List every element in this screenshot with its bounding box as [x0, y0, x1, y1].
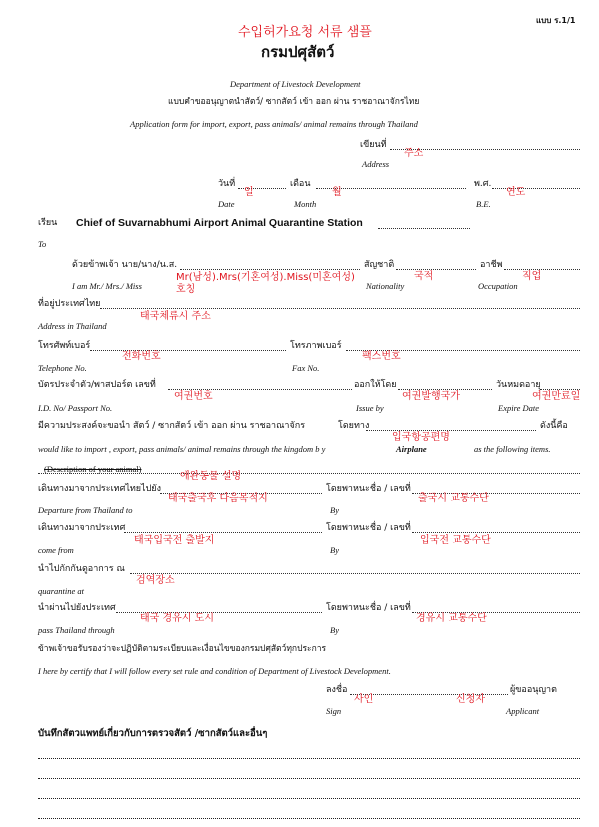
passport-note: 여권번호	[174, 391, 213, 402]
date-label: วันที่	[218, 179, 236, 189]
thai-address-label: ที่อยู่ประเทศไทย	[38, 299, 101, 309]
desc-label: (Description of your animal)	[44, 464, 142, 474]
issued-by-en: Issue by	[356, 403, 384, 413]
pass-en: pass Thailand through	[38, 625, 115, 635]
applicant-sign-label: ผู้ขออนุญาต	[510, 685, 557, 695]
address-note: 주소	[404, 148, 424, 159]
sign-label: ลงชื่อ	[326, 685, 348, 695]
app-form-th: แบบคำขออนุญาตนำสัตว์/ ซากสัตว์ เข้า ออก ผ่าน ราชอาณาจักรไทย	[168, 97, 420, 107]
applicant-en: I am Mr./ Mrs./ Miss	[72, 281, 142, 291]
depart-en: Departure from Thailand to	[38, 505, 133, 515]
issuer-note: 여권발행국가	[402, 391, 460, 402]
to-value: Chief of Suvarnabhumi Airport Animal Quarantine Station	[76, 217, 363, 229]
passport-label: บัตรประจำตัว/พาสปอร์ต เลขที่	[38, 380, 156, 390]
purpose-en-2: as the following items.	[474, 444, 551, 454]
nationality-label: สัญชาติ	[364, 260, 395, 270]
issued-by-label: ออกให้โดย	[354, 380, 397, 390]
depart-vehicle-label: โดยพาหนะชื่อ / เลขที่	[326, 484, 411, 494]
desc-note: 애완동물 설명	[180, 471, 242, 482]
date-note: 일	[244, 187, 254, 198]
dept-en: Department of Livestock Development	[230, 79, 361, 89]
expire-note: 여권만료일	[532, 391, 581, 402]
address-en: Address	[362, 159, 390, 169]
depart-note: 태국출국후 다음목적지	[168, 493, 268, 504]
nationality-note: 국적	[414, 271, 434, 282]
vet-record-line-2[interactable]	[38, 778, 580, 779]
by-way-label: โดยทาง	[338, 421, 370, 431]
applicant-name-field[interactable]	[180, 269, 360, 270]
vet-record-line-4[interactable]	[38, 818, 580, 819]
thai-address-field[interactable]	[100, 308, 580, 309]
nationality-field[interactable]	[396, 269, 476, 270]
issued-by-field[interactable]	[398, 389, 492, 390]
pass-note: 태국 경유시 도시	[140, 613, 214, 624]
app-form-en: Application form for import, export, pass animals/ animal remains through Thailand	[130, 119, 418, 129]
occupation-field[interactable]	[504, 269, 580, 270]
tel-note: 전화번호	[122, 351, 161, 362]
depart-vehicle-note: 출국시 교통수단	[418, 493, 489, 504]
desc-field[interactable]	[38, 473, 580, 474]
route-note: 입국항공편명	[392, 432, 450, 443]
to-field[interactable]	[378, 228, 470, 229]
expire-field[interactable]	[540, 389, 580, 390]
quarantine-label: นำไปกักกันดูอาการ ณ	[38, 564, 125, 574]
month-en: Month	[294, 199, 317, 209]
to-en: To	[38, 239, 47, 249]
fax-label: โทรภาพเบอร์	[290, 341, 342, 351]
expire-en: Expire Date	[498, 403, 539, 413]
applicant-sign-en: Applicant	[506, 706, 540, 716]
from-vehicle-field[interactable]	[412, 532, 580, 533]
from-note: 태국입국전 출발지	[134, 535, 215, 546]
pass-by-en: By	[330, 625, 339, 635]
nationality-en: Nationality	[366, 281, 405, 291]
from-vehicle-label: โดยพาหนะชื่อ / เลขที่	[326, 523, 411, 533]
occupation-en: Occupation	[478, 281, 518, 291]
tel-en: Telephone No.	[38, 363, 87, 373]
from-en: come from	[38, 545, 74, 555]
certify-en: I here by certify that I will follow every set rule and condition of Department of Livestock Development.	[38, 666, 391, 676]
expire-label: วันหมดอายุ	[496, 380, 541, 390]
as-follows-label: ดังนี้คือ	[540, 421, 568, 431]
occupation-note: 직업	[522, 271, 542, 282]
pass-vehicle-label: โดยพาหนะชื่อ / เลขที่	[326, 603, 411, 613]
pass-label: นำผ่านไปยังประเทศ	[38, 603, 116, 613]
sign-en: Sign	[326, 706, 342, 716]
vet-record-line-3[interactable]	[38, 798, 580, 799]
pass-vehicle-note: 경유시 교통수단	[416, 613, 487, 624]
passport-en: I.D. No/ Passport No.	[38, 403, 113, 413]
from-by-en: By	[330, 545, 339, 555]
sign-note: 사인	[354, 694, 374, 705]
from-vehicle-note: 입국전 교통수단	[420, 535, 491, 546]
purpose-en-airplane: Airplane	[396, 444, 427, 454]
from-field[interactable]	[124, 532, 322, 533]
thai-address-en: Address in Thailand	[38, 321, 107, 331]
depart-by-en: By	[330, 505, 339, 515]
tel-label: โทรศัพท์เบอร์	[38, 341, 91, 351]
thai-address-note: 태국체류시 주소	[140, 311, 211, 322]
quarantine-en: quarantine at	[38, 586, 85, 596]
month-label: เดือน	[290, 179, 311, 189]
date-en: Date	[218, 199, 235, 209]
purpose-label: มีความประสงค์จะขอนำ สัตว์ / ซากสัตว์ เข้า ออก ผ่าน ราชอาณาจักร	[38, 421, 306, 431]
quarantine-note: 검역장소	[136, 575, 175, 586]
year-label: พ.ศ.	[474, 179, 492, 189]
quarantine-field[interactable]	[130, 573, 580, 574]
be-en: B.E.	[476, 199, 491, 209]
month-note: 월	[332, 187, 342, 198]
form-code: แบบ ร.1/1	[536, 16, 576, 25]
from-label: เดินทางมาจากประเทศ	[38, 523, 126, 533]
written-at-label: เขียนที่	[360, 140, 387, 150]
year-note: 연도	[506, 187, 526, 198]
title-note-2: 호칭	[176, 284, 196, 295]
vet-record-line-1[interactable]	[38, 758, 580, 759]
thai-title: กรมปศุสัตว์	[261, 43, 335, 61]
fax-note: 팩스번호	[362, 351, 401, 362]
applicant-note: 신청자	[456, 694, 485, 705]
certify-th: ข้าพเจ้าขอรับรองว่าจะปฏิบัติตามระเบียบและเงื่อนไขของกรมปศุสัตว์ทุกประการ	[38, 644, 327, 654]
to-label: เรียน	[38, 218, 58, 228]
tel-field[interactable]	[90, 350, 286, 351]
vet-record-title: บันทึกสัตวแพทย์เกี่ยวกับการตรวจสัตว์ /ซากสัตว์และอื่นๆ	[38, 728, 268, 739]
occupation-label: อาชีพ	[480, 260, 503, 270]
title-note-1: Mr(남성).Mrs(기혼여성).Miss(미혼여성)	[176, 272, 355, 283]
fax-en: Fax No.	[292, 363, 320, 373]
sample-title: 수입허가요청 서류 샘플	[238, 25, 372, 40]
passport-field[interactable]	[168, 389, 352, 390]
depart-label: เดินทางมาจากประเทศไทยไปยัง	[38, 484, 161, 494]
applicant-label: ด้วยข้าพเจ้า นาย/นาง/น.ส.	[72, 260, 178, 270]
by-way-field[interactable]	[366, 430, 536, 431]
purpose-en-1: would like to import , export, pass animals/ animal remains through the kingdom b y	[38, 444, 326, 454]
